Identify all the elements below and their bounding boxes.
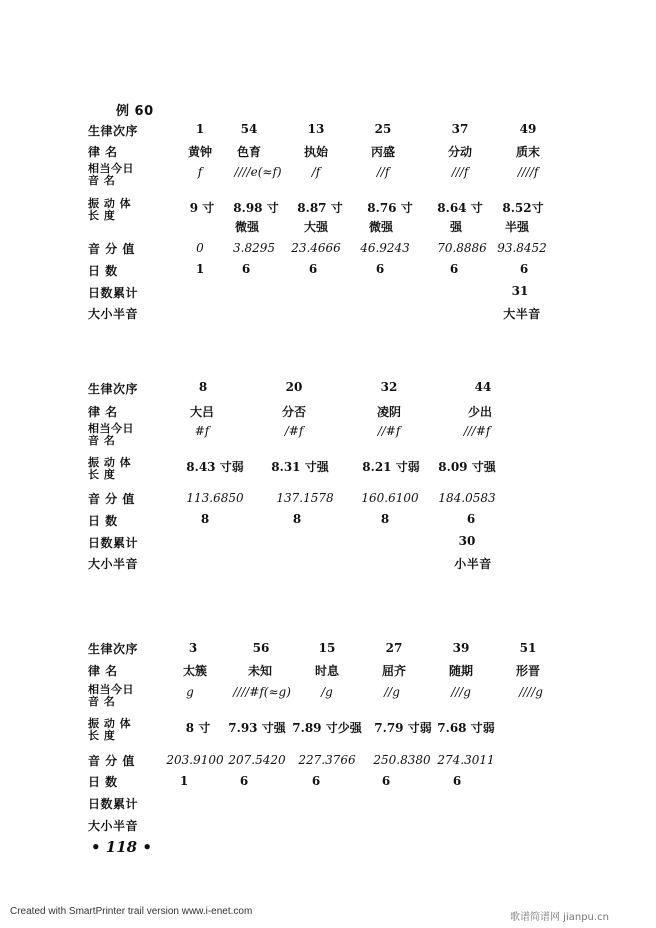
label-modern-2: 音 名 <box>88 174 116 187</box>
label-vib-2: 长 度 <box>88 468 116 481</box>
length-cell: 8.43 寸弱 <box>186 460 244 474</box>
cents-cell: 184.0583 <box>438 491 496 505</box>
order-cell: 13 <box>307 122 325 136</box>
modern-cell: /g <box>321 685 333 699</box>
name-cell: 凌阴 <box>376 405 402 419</box>
label-modern-1: 相当今日 <box>88 683 134 696</box>
cents-cell: 46.9243 <box>360 241 410 255</box>
days-cell: 6 <box>375 262 385 276</box>
cents-cell: 137.1578 <box>276 491 334 505</box>
days-cell: 8 <box>292 512 302 526</box>
length-note-cell: 微强 <box>234 220 260 234</box>
name-cell: 执始 <box>303 145 329 159</box>
name-cell: 质末 <box>515 145 541 159</box>
order-cell: 8 <box>198 380 208 394</box>
label-modern-2: 音 名 <box>88 434 116 447</box>
label-cents: 音 分 值 <box>88 242 135 256</box>
name-cell: 屈齐 <box>381 664 407 678</box>
order-cell: 20 <box>285 380 303 394</box>
label-vib-1: 振 动 体 <box>88 197 132 210</box>
length-cell: 8.31 寸强 <box>271 460 329 474</box>
name-cell: 太簇 <box>182 664 208 678</box>
days-cell: 6 <box>519 262 529 276</box>
order-cell: 32 <box>380 380 398 394</box>
label-modern-1: 相当今日 <box>88 162 134 175</box>
label-semitone: 大小半音 <box>88 557 139 571</box>
footer-text: Created with SmartPrinter trail version www.i-enet.com <box>10 906 253 917</box>
days-cell: 8 <box>380 512 390 526</box>
label-vib-2: 长 度 <box>88 209 116 222</box>
days-cell: 6 <box>308 262 318 276</box>
length-cell: 8.52寸 <box>502 201 544 215</box>
length-cell: 7.79 寸弱 <box>374 721 432 735</box>
name-cell: 色育 <box>236 145 262 159</box>
days-cell: 6 <box>452 774 462 788</box>
length-cell: 8.64 寸 <box>437 201 483 215</box>
name-cell: 未知 <box>247 664 273 678</box>
name-cell: 少出 <box>467 405 493 419</box>
modern-cell: ////e(≈f) <box>234 165 282 179</box>
modern-cell: /f <box>311 165 321 179</box>
name-cell: 丙盛 <box>370 145 396 159</box>
days-cell: 6 <box>381 774 391 788</box>
length-cell: 8 寸 <box>185 721 211 735</box>
modern-cell: ///f <box>451 165 469 179</box>
length-cell: 8.09 寸强 <box>438 460 496 474</box>
order-cell: 54 <box>240 122 258 136</box>
length-note-cell: 微强 <box>368 220 394 234</box>
label-name: 律 名 <box>88 664 118 678</box>
label-modern-2: 音 名 <box>88 695 116 708</box>
days-cell: 1 <box>195 262 205 276</box>
semitone-cell: 大半音 <box>503 307 541 321</box>
cents-cell: 93.8452 <box>497 241 547 255</box>
label-semitone: 大小半音 <box>88 307 139 321</box>
label-vib-2: 长 度 <box>88 729 116 742</box>
name-cell: 随期 <box>448 664 474 678</box>
cents-cell: 207.5420 <box>228 753 286 767</box>
length-cell: 7.68 寸弱 <box>437 721 495 735</box>
label-days: 日 数 <box>88 514 118 528</box>
length-cell: 8.21 寸弱 <box>362 460 420 474</box>
name-cell: 分否 <box>281 405 307 419</box>
order-cell: 39 <box>452 641 470 655</box>
cents-cell: 250.8380 <box>373 753 431 767</box>
order-cell: 44 <box>474 380 492 394</box>
order-cell: 1 <box>195 122 205 136</box>
length-cell: 8.98 寸 <box>233 201 279 215</box>
name-cell: 形晋 <box>515 664 541 678</box>
cents-cell: 23.4666 <box>291 241 341 255</box>
modern-cell: ////#f(≈g) <box>233 685 291 699</box>
days-cell: 1 <box>179 774 189 788</box>
modern-cell: f <box>197 165 203 179</box>
length-cell: 8.76 寸 <box>367 201 413 215</box>
length-cell: 7.93 寸强 <box>228 721 286 735</box>
length-note-cell: 半强 <box>504 220 530 234</box>
length-cell: 9 寸 <box>189 201 215 215</box>
label-vib-1: 振 动 体 <box>88 717 132 730</box>
label-cents: 音 分 值 <box>88 492 135 506</box>
label-name: 律 名 <box>88 145 118 159</box>
label-order: 生律次序 <box>88 642 139 656</box>
label-order: 生律次序 <box>88 124 139 138</box>
order-cell: 15 <box>318 641 336 655</box>
days-cell: 6 <box>239 774 249 788</box>
modern-cell: g <box>186 685 194 699</box>
cents-cell: 113.6850 <box>186 491 244 505</box>
days-cell: 6 <box>466 512 476 526</box>
length-note-cell: 强 <box>449 220 463 234</box>
days-cell: 6 <box>449 262 459 276</box>
label-days: 日 数 <box>88 775 118 789</box>
cents-cell: 70.8886 <box>437 241 487 255</box>
label-cum: 日数累计 <box>88 797 139 811</box>
label-cents: 音 分 值 <box>88 754 135 768</box>
order-cell: 25 <box>374 122 392 136</box>
modern-cell: /#f <box>284 424 304 438</box>
modern-cell: ////g <box>519 685 543 699</box>
days-cell: 8 <box>200 512 210 526</box>
label-modern-1: 相当今日 <box>88 422 134 435</box>
label-vib-1: 振 动 体 <box>88 456 132 469</box>
cents-cell: 203.9100 <box>166 753 224 767</box>
modern-cell: //g <box>384 685 400 699</box>
name-cell: 大吕 <box>189 405 215 419</box>
name-cell: 黄钟 <box>187 145 213 159</box>
order-cell: 56 <box>252 641 270 655</box>
cents-cell: 3.8295 <box>233 241 275 255</box>
length-note-cell: 大强 <box>303 220 329 234</box>
watermark: 歌谱简谱网 jianpu.cn <box>510 912 609 923</box>
cents-cell: 227.3766 <box>298 753 356 767</box>
label-cum: 日数累计 <box>88 286 139 300</box>
modern-cell: ///g <box>451 685 471 699</box>
order-cell: 51 <box>519 641 537 655</box>
label-semitone: 大小半音 <box>88 819 139 833</box>
cum-cell: 31 <box>511 284 529 298</box>
order-cell: 49 <box>519 122 537 136</box>
label-order: 生律次序 <box>88 382 139 396</box>
days-cell: 6 <box>311 774 321 788</box>
cents-cell: 0 <box>196 241 204 255</box>
modern-cell: ////f <box>517 165 539 179</box>
cum-cell: 30 <box>458 534 476 548</box>
length-cell: 8.87 寸 <box>297 201 343 215</box>
page-number: • 118 • <box>91 838 152 856</box>
modern-cell: ///#f <box>463 424 491 438</box>
name-cell: 时息 <box>314 664 340 678</box>
label-cum: 日数累计 <box>88 536 139 550</box>
modern-cell: //#f <box>377 424 401 438</box>
order-cell: 27 <box>385 641 403 655</box>
cents-cell: 274.3011 <box>437 753 495 767</box>
length-cell: 7.89 寸少强 <box>292 721 362 735</box>
modern-cell: //f <box>376 165 390 179</box>
order-cell: 37 <box>451 122 469 136</box>
name-cell: 分动 <box>447 145 473 159</box>
order-cell: 3 <box>188 641 198 655</box>
modern-cell: #f <box>194 424 210 438</box>
cents-cell: 160.6100 <box>361 491 419 505</box>
days-cell: 6 <box>241 262 251 276</box>
label-days: 日 数 <box>88 264 118 278</box>
semitone-cell: 小半音 <box>454 557 492 571</box>
label-name: 律 名 <box>88 405 118 419</box>
example-title: 例 60 <box>116 104 154 119</box>
